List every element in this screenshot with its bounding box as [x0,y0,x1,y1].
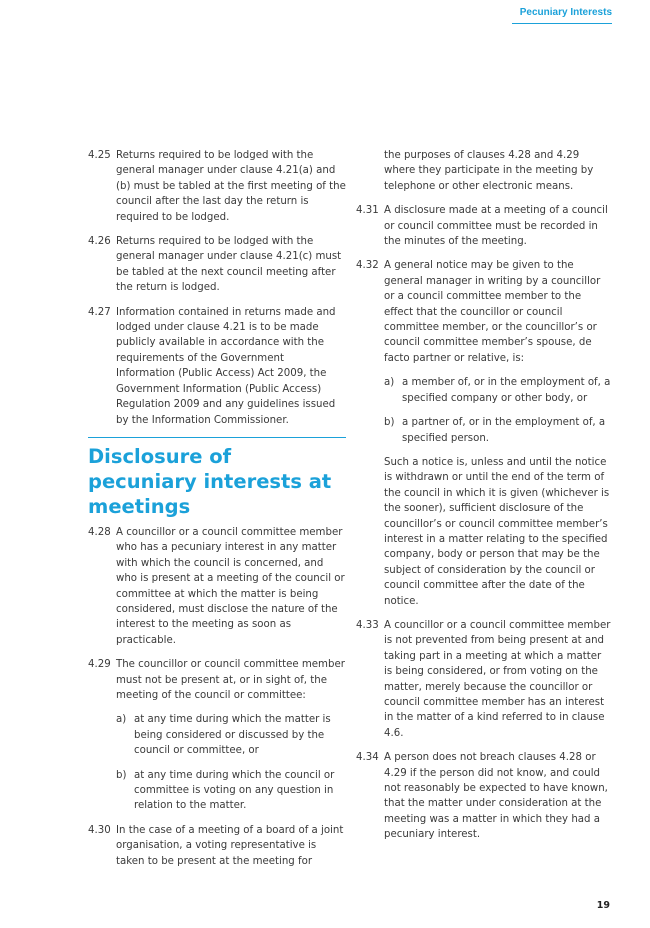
clause-4-29-item-b [116,768,346,814]
clause-number: 4.29 [88,659,111,671]
item-text: at any time during which the matter is being considered or discussed by the council or committee, or [134,714,331,757]
item-text: a member of, or in the employment of, a specified company or other body, or [402,377,611,404]
clause-4-33 [356,618,612,741]
item-label: b) [116,769,127,781]
clause-4-34 [356,750,612,842]
clause-text: A disclosure made at a meeting of a council or council committee must be recorded in the minutes of the meeting. [384,205,608,248]
clause-4-29-item-a [116,712,346,758]
clause-4-32 [356,258,612,366]
item-text: at any time during which the council or committee is voting on any question in relation to the matter. [134,769,335,812]
clause-number: 4.25 [88,150,111,161]
clause-4-30-continued: the purposes of clauses 4.28 and 4.29 where they participate in the meeting by telephone or other electronic means. [384,150,594,192]
running-header-title: Pecuniary Interests [519,7,612,18]
clause-4-26 [88,234,346,296]
clause-4-29 [88,657,346,703]
clause-4-32-item-a [384,375,612,406]
right-column [356,148,612,852]
clause-4-32-note: Such a notice is, unless and until the notice is withdrawn or until the end of the term of the council in which it is given (whichever is the sooner), sufficient disclosure of the councillor’s or council committee member’s interest in a matter relating to the specified company, body or person that may be the subject of consideration by the council or council committee after the date of the notice. [384,456,610,607]
left-column [88,148,346,878]
clause-text: A general notice may be given to the general manager in writing by a councillor or a council committee member to the effect that the councillor or council committee member, or the councillor’s or council committee member’s spouse, de facto partner or relative, is: [384,260,601,364]
item-label: a) [116,714,127,726]
header-divider [512,23,612,24]
clause-number: 4.31 [356,205,379,217]
clause-4-31 [356,203,612,249]
clause-text: A person does not breach clauses 4.28 or 4.29 if the person did not know, and could not reasonably be expected to have known, that the matter under consideration at the meeting was a matter in which they had a pecuniary interest. [384,752,608,841]
item-text: a partner of, or in the employment of, a specified person. [402,417,606,444]
section-divider [88,437,346,438]
section-heading: Disclosure of pecuniary interests at meetings [88,444,332,518]
clause-text: Information contained in returns made and lodged under clause 4.21 is to be made publicly available in accordance with the requirements of the Government Information (Public Access) Act 2009, the Government Information (Public Access) Regulation 2009 and any guidelines issued by the Information Commissioner. [116,306,336,426]
clause-number: 4.33 [356,619,379,631]
clause-4-30 [88,823,346,869]
clause-number: 4.28 [88,526,111,538]
item-label: b) [384,417,395,429]
clause-number: 4.34 [356,752,379,764]
clause-4-25 [88,148,346,225]
clause-text: The councillor or council committee member must not be present at, or in sight of, the meeting of the council or committee: [116,659,345,701]
clause-text: A councillor or a council committee member is not prevented from being present at and taking part in a meeting at which a matter is being considered, or from voting on the matter, merely because the councillor or council committee member has an interest in the matter of a kind referred to in clause 4.6. [384,619,611,739]
item-label: a) [384,377,395,389]
clause-4-28 [88,525,346,648]
clause-text: In the case of a meeting of a board of a joint organisation, a voting representative is taken to be present at the meeting for [116,824,344,867]
clause-4-27 [88,305,346,428]
clause-number: 4.27 [88,306,111,318]
clause-text: Returns required to be lodged with the general manager under clause 4.21(c) must be tabled at the next council meeting after the return is lodged. [116,236,342,294]
clause-4-32-item-b [384,415,612,446]
clause-text: Returns required to be lodged with the general manager under clause 4.21(a) and (b) must be tabled at the first meeting of the council after the last day the return is required to be lodged. [116,150,346,223]
clause-number: 4.30 [88,824,111,836]
clause-number: 4.26 [88,236,111,248]
clause-number: 4.32 [356,260,379,272]
clause-text: A councillor or a council committee member who has a pecuniary interest in any matter with which the council is concerned, and who is present at a meeting of the council or committee at which the matter is being considered, must disclose the nature of the interest to the meeting as soon as practicable. [116,526,345,646]
page-number: 19 [596,900,610,911]
